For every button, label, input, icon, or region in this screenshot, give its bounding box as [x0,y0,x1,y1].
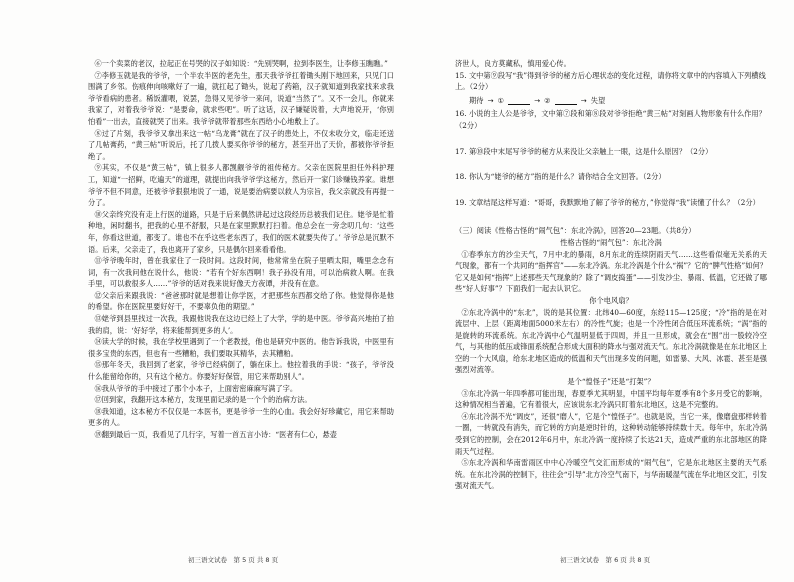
paragraph-19: ⑲翻到最后一页，我看见了几行字，写着一首五言小诗：“医者有仁心，悬壶 [94,430,338,439]
answer-space[interactable] [455,134,767,146]
chain-end: 失望 [590,95,606,105]
paragraph-8: ⑧过了片刻，我爷爷又拿出来这一帖“乌龙膏”就在了汉子的患处上，不仅未收分文，临走还送了几帖膏药，“黄三帖”听说后，托了几拨人要买你爷爷的秘方，甚至开出了天价，都被你爷爷拒绝了。 [88,128,394,161]
answer-blank-1[interactable] [508,96,530,105]
question-15 [455,70,767,93]
article-title: 性格古怪的“闹气包”：东北冷涡 [560,237,662,247]
article-subhead-1: 你个电风扇？ [589,295,633,305]
question-text: 文章结尾这样写道：“哥哥，我默默地了解了爷爷的秘方，”你觉得“我”读懂了什么？（2分） [468,197,760,207]
question-number: 16. [455,109,467,119]
answer-space[interactable] [455,159,767,171]
question-text: 文中第⑨段写“我”得到爷爷的秘方后心理状态的变化过程，请你将文章中的内容填入下列横线上。（2分） [455,70,766,92]
question-number: 19. [455,197,467,207]
paragraph-12: ⑫父亲后来跟我说：“爸爸那时就是想着让你学医，才把那些东西都交给了你。他觉得你是他的希望。你在医院里要好好干，不要辜负他的期望。” [88,290,394,312]
paragraph-6: ⑥一个卖菜的老汉，拉起正在号哭的汉子如知说：“先别哭啊，拉到李医生，让李修玉瞧瞧。” [94,59,388,68]
question-16 [455,108,767,131]
question-17 [455,146,767,158]
right-page-footer: 初三语文试卷 第 6 页 共 8 页 [560,556,651,564]
paragraph-13: ⑬姥爷到县里找过一次我，我跟他说我在这边已经上了大学，学的是中医。爷爷高兴地拍了拍我的肩，说：‘好好学，将来能帮到更多的人’。 [88,314,394,335]
article-paragraph-1: ①春季东方的沙尘天气，7月中北的暴雨，8月东北的连续阴雨天气……这些看似毫无关系的天气现象，都有一个共同的“指挥官”——东北冷涡。东北冷涡是个什么“祸”？它的“脾气性格”如何？它又是如何“指挥”上述那些天气现象的？除了“调皮捣蛋”——引发沙尘、暴雨、低温，它还做了哪些“好人好事”？下面我们一起去认识它。 [455,249,767,294]
arrow-icon: → [580,95,587,105]
paragraph-9: ⑨其实，不仅是“黄三帖”，镇上很多人都觊觎爷爷的祖传秘方。父亲在医院里担任外科护理工，知道“一招鲜，吃遍天”的道理，就提出向我爷爷学这秘方，然后开一家门诊赚钱养家。谁想爷爷不但不同意，还被爷爷狠狠地说了一通，说是要治病要以救人为宗旨，我父亲就没有再提一分了。 [88,163,394,208]
chain-start: 期待 [469,95,484,105]
chain-first-label: ① [497,95,505,105]
question-number: 15. [455,70,467,80]
arrow-icon: → [487,95,494,105]
paragraph-14: ⑭读大学的时候，我在学校里遇到了一个老教授，他也是研究中医的。他告诉我说，中医里有很多宝贵的东西，但也有一些糟粕，我们要取其精华，去其糟粕。 [88,337,394,358]
chain-second-label: ② [544,95,551,105]
section-heading: （三）阅读《性格古怪的“闹气包”：东北冷涡》，回答20—23题。（共8分） [455,226,696,236]
paragraph-10: ⑩父亲终究没有走上行医的道路，只是于后来偶然讲起过这段经历总被我们记住。姥爷是忙着种地，闲时翻书，把我的心里不舒服，只是在家里默默打扫着。他总会在一旁念叨几句：‘这些年，你看这世道，都变了。谁也不在乎这些老东西了，我们的医术就要失传了。’ 爷爷总是沉默不语。后来，父亲走了，我也离开了家乡，只是偶尔回来看看他。 [88,209,394,254]
left-page-footer: 初三语文试卷 第 5 页 共 8 页 [188,556,279,564]
question-text: 小说的主人公是爷爷，文中第⑦段和第⑧段对爷爷拒绝“黄三帖”对刻画人物形象有什么作用？（2分） [455,109,766,130]
article-paragraph-5: ⑤东北冷涡和华南雷雨区中中心冷暖空气交汇而形成的“闹气包”，它是东北地区主要的天气系统。在东北冷涡的控制下，往往会“引导”北方冷空气南下，与华南暖湿气流在华北地区交汇，引发强对流天气。 [455,458,767,491]
question-text: 你认为“姥爷的秘方”指的是什么？请你结合全文回答。（2分） [468,172,666,182]
left-column [88,58,394,441]
question-19 [455,197,767,209]
answer-space[interactable] [455,210,767,222]
paragraph-15: ⑮那年冬天，我回到了老家，爷爷已经病倒了，躺在床上。他拉着我的手说：“孩子，爷爷没什么能留给你的，只有这个秘方。你要好好保管，用它来帮助别人”。 [88,360,394,382]
question-number: 17. [455,146,467,156]
article-paragraph-2: ②东北冷涡中的“东北”，说的是其位置：北纬40—60度，东经115—125度；“冷”指的是在对流层中、上层（距离地面5000米左右）的冷性气旋；也是一个冷性闭合低压环流系统；“涡”指的是旋转的环流系统。东北冷涡中心气温明显低于四周，并且一旦形成，就会在“围”出一股较冷空气，与其他的低压或锋面系统配合形成大面积的降水与强对流天气。东北冷涡就像是在东北地区上空的一个大风扇，给东北地区造成的低温和天气出现多发的问题，如雷暴、大风、冰雹、甚至是强强烈对流等。 [455,307,767,375]
arrow-icon: → [534,95,541,105]
paragraph-16: ⑯我从爷爷的手中接过了那个小本子，上面密密麻麻写满了字。 [94,383,298,393]
poem-continuation: 济世人，良方莫藏私，慎用爱心传。 [455,59,571,68]
answer-blank-2[interactable] [555,96,577,105]
answer-space[interactable] [455,185,767,197]
question-text: 第⑩段中末尾写爷爷的秘方从来没让父亲触上一眼，这是什么原因？（2分） [468,146,713,156]
paragraph-7: ⑦李修玉就是我的爷爷，一个半农半医的老先生，那天我爷爷扛着锄头刚下地回来，只见门口围满了乡邻。伤痕伸向咳嗽好了一遍，就扛起了锄头，说起了药箱，汉子就知道到我家找来求我爷爷看病的患者。稀饭灌喂，说罢，急得又见爷爷一来问，说道“当然了”。又不一会儿，你就来我家了，对着我爷爷说：“是要命，就求些吧”。听了这话，汉子嫌疑说着，大声地说开，‘你别怕看”一出去，直接就哭了出来。我爷爷就带着那些东西给小心地敷上了。 [88,70,394,126]
paragraph-18: ⑱我知道，这本秘方不仅仅是一本医书，更是爷爷一生的心血。我会好好珍藏它，用它来帮助更多的人。 [88,406,394,428]
question-number: 18. [455,172,467,182]
paragraph-17: ⑰回到家，我翻开这本秘方，发现里面记录的是一个个的治病方法。 [94,395,312,405]
question-18 [455,171,767,183]
paragraph-11: ⑪爷爷晚年时，曾在我家住了一段时间。这段时间，他常常坐在院子里晒太阳，嘴里念念有词，有一次我问他在说什么，他说：“若有个好东西啊！我子孙没有用，可以治病救人啊。在我手里，可以救很多人……”爷爷的话对我来说好像天方夜谭，并没有在意。 [88,256,394,289]
article-paragraph-3: ③东北冷涡一年四季都可能出现，春夏季尤其明显，中国平均每年夏季有8个多月受它的影响，这种情况相当普遍，它有着很大，应该说东北冷涡只盯着东北地区，这是不完整的。 [455,388,767,410]
right-column [455,58,767,492]
emotion-chain [469,95,767,107]
article-paragraph-4: ④东北冷涡不光“调皮”，还很“磨人”，它是个“惶怪子”。也就是说，当它一来，像磨盘那样转着一圈，一转就没有消失，而它转的方向是逆时针的，这种转动能够持续数十天。每年中，东北冷涡受到它的控制，会在2012年6月中，东北冷涡一度持续了长达21天，造成严重的东北部地区的降雨天气过程。 [455,411,767,456]
article-subhead-2: 是个“惶怪子”还是“打架”？ [567,377,655,387]
